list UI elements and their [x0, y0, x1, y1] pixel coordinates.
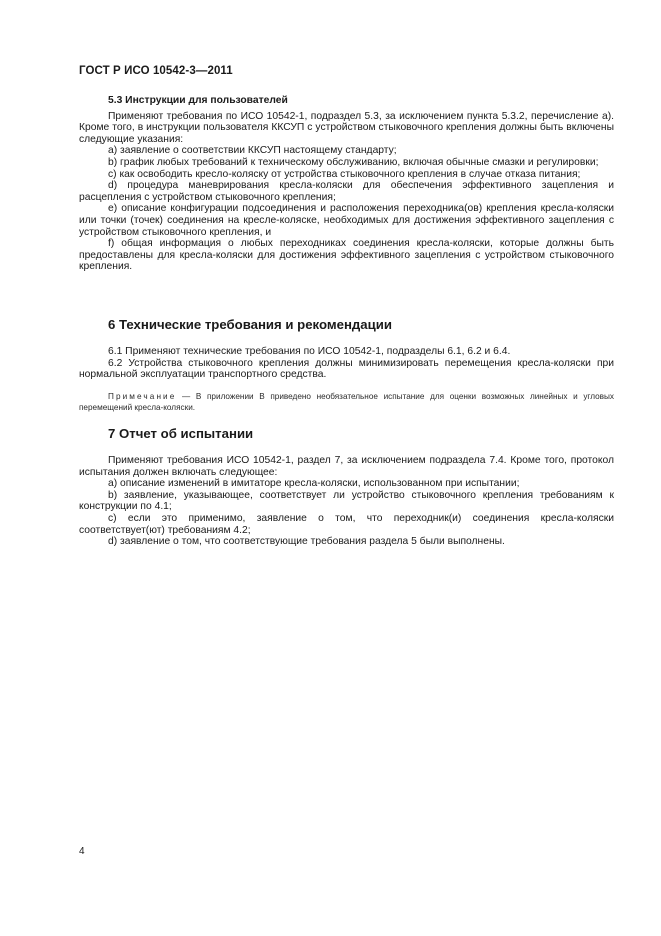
section-5-3-intro: Применяют требования по ИСО 10542-1, подраздел 5.3, за исключением пункта 5.3.2, перечисление а). Кроме того, в инструкции пользователя ККСУП с устройством стыковочного крепления должны быть включены следующие указания:	[79, 110, 614, 145]
page-number: 4	[79, 846, 85, 857]
section-7-intro: Применяют требования ИСО 10542-1, раздел 7, за исключением подраздела 7.4. Кроме того, протокол испытания должен включать следующее:	[79, 455, 614, 478]
section-6-note	[79, 391, 614, 414]
note-text: — В приложении В приведено необязательное испытание для оценки возможных линейных и угловых перемещений кресла-коляски.	[79, 391, 614, 413]
section-6-paragraph: 6.2 Устройства стыковочного крепления должны минимизировать перемещения кресла-коляски при нормальной эксплуатации транспортного средства.	[79, 357, 614, 381]
note-label: Примечание	[108, 391, 177, 401]
list-item: с) если это применимо, заявление о том, что переходник(и) соединения кресла-коляски соответствует(ют) требованиям 4.2;	[79, 512, 614, 536]
list-item: е) описание конфигурации подсоединения и расположения переходника(ов) крепления кресла-коляски или точки (точек) соединения на кресле-коляске, необходимых для достижения эффективного зацепления с устройством стыковочного крепления, и	[79, 203, 614, 238]
list-item: с) как освободить кресло-коляску от устройства стыковочного крепления в случае отказа питания;	[108, 168, 581, 180]
list-item: b) график любых требований к техническому обслуживанию, включая обычные смазки и регулировки;	[108, 156, 599, 168]
section-5-3	[79, 95, 614, 273]
section-7-body	[79, 455, 614, 548]
list-item: b) заявление, указывающее, соответствует ли устройство стыковочного крепления требованиям к конструкции по 4.1;	[79, 489, 614, 513]
section-6-title: 6 Технические требования и рекомендации	[108, 317, 392, 332]
list-item: f) общая информация о любых переходниках соединения кресла-коляски, которые должны быть предоставлены для кресла-коляски для достижения эффективного зацепления с устройством стыковочного крепления.	[79, 238, 614, 273]
section-7-title: 7 Отчет об испытании	[108, 426, 254, 441]
list-item: а) заявление о соответствии ККСУП настоящему стандарту;	[108, 145, 397, 157]
section-6-paragraph: 6.1 Применяют технические требования по ИСО 10542-1, подразделы 6.1, 6.2 и 6.4.	[108, 346, 511, 357]
list-item: d) процедура маневрирования кресла-коляски для обеспечения эффективного зацепления и расцепления с устройством стыковочного крепления;	[79, 180, 614, 203]
section-5-3-heading: 5.3 Инструкции для пользователей	[108, 95, 288, 106]
section-6-body	[79, 346, 614, 414]
list-item: а) описание изменений в имитаторе кресла-коляски, использованном при испытании;	[108, 478, 520, 490]
list-item: d) заявление о том, что соответствующие требования раздела 5 были выполнены.	[108, 536, 505, 548]
document-header: ГОСТ Р ИСО 10542-3—2011	[79, 65, 233, 77]
